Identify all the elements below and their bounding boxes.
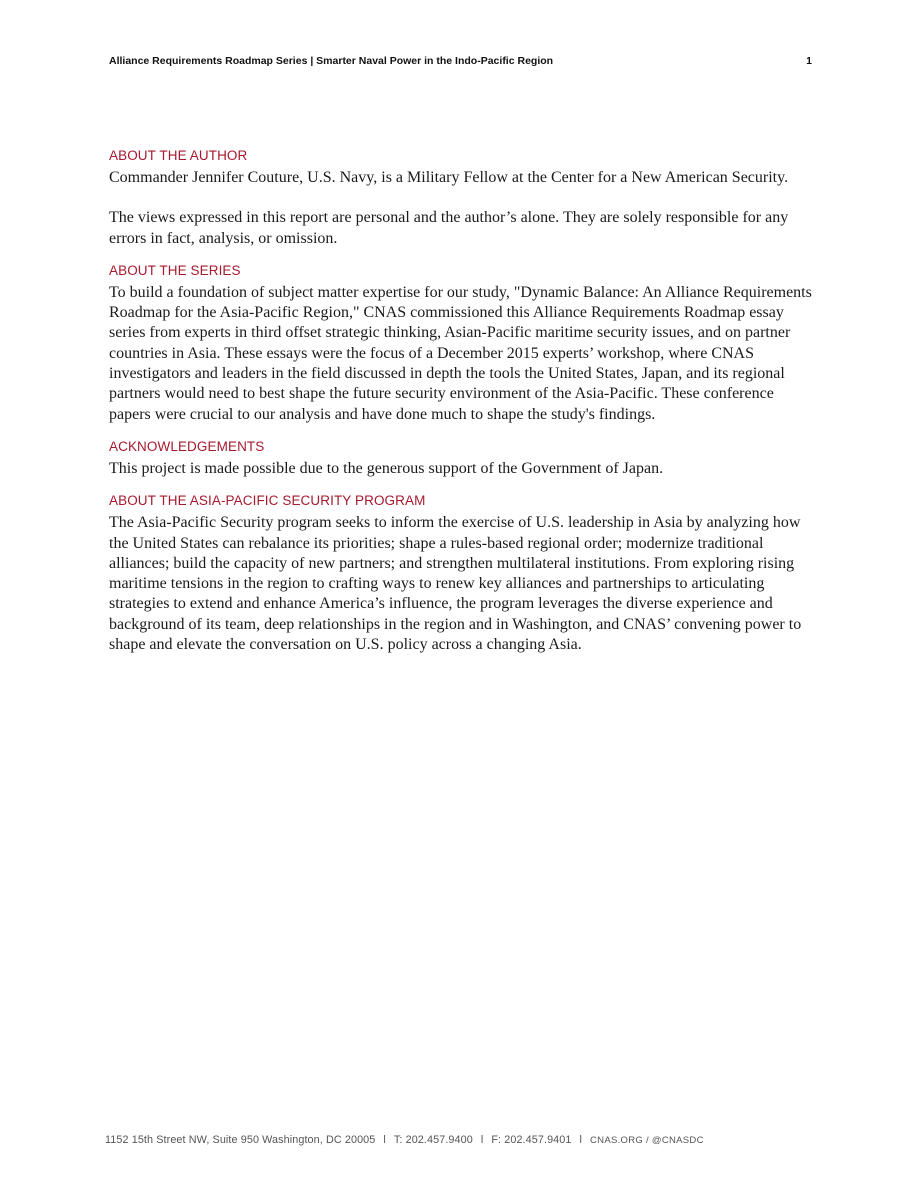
footer-separator: l xyxy=(383,1134,386,1146)
disclaimer: The views expressed in this report are personal and the author’s alone. They are solely responsible for any errors in fact, analysis, or omission. xyxy=(109,209,789,247)
section-heading: ABOUT THE SERIES xyxy=(109,262,241,278)
section-heading: ACKNOWLEDGEMENTS xyxy=(109,438,265,454)
section-heading: ABOUT THE AUTHOR xyxy=(109,148,248,163)
section-about-series xyxy=(109,263,819,425)
acknowledgement-text: This project is made possible due to the generous support of the Government of Japan. xyxy=(109,459,664,477)
page-header xyxy=(109,55,812,67)
section-about-author xyxy=(109,148,819,249)
page-number: 1 xyxy=(806,55,812,67)
section-heading: ABOUT THE ASIA-PACIFIC SECURITY PROGRAM xyxy=(109,493,426,509)
footer-fax: F: 202.457.9401 xyxy=(491,1134,572,1146)
series-description: To build a foundation of subject matter expertise for our study, "Dynamic Balance: An Alliance Requirements Roadmap for the Asia-Pacific Region," CNAS commissioned this Alliance Requirements Roadmap essay series from experts in third offset strategic thinking, Asian-Pacific maritime security issues, and on partner countries in Asia. These essays were the focus of a December 2015 experts’ workshop, where CNAS investigators and leaders in the field discussed in depth the tools the United States, Japan, and its regional partners would need to best shape the future security environment of the Asia-Pacific. These conference papers were crucial to our analysis and have done much to shape the study's findings. xyxy=(109,283,812,423)
footer-separator: l xyxy=(579,1134,582,1146)
section-asia-pacific-program xyxy=(109,493,819,655)
page-content xyxy=(109,148,819,669)
running-title: Alliance Requirements Roadmap Series | Smarter Naval Power in the Indo-Pacific Region xyxy=(109,55,554,67)
footer-separator: l xyxy=(480,1134,484,1146)
author-bio: Commander Jennifer Couture, U.S. Navy, is a Military Fellow at the Center for a New American Security. xyxy=(109,169,789,186)
section-acknowledgements xyxy=(109,439,819,479)
page-footer xyxy=(105,1134,704,1146)
program-description: The Asia-Pacific Security program seeks to inform the exercise of U.S. leadership in Asia by analyzing how the United States can rebalance its priorities; shape a rules-based regional order; modernize traditional alliances; build the capacity of new partners; and strengthen multilateral institutions. From exploring rising maritime tensions in the region to crafting ways to renew key alliances and partnerships to articulating strategies to extend and enhance America’s influence, the program leverages the diverse experience and background of its team, deep relationships in the region and in Washington, and CNAS’ convening power to shape and elevate the conversation on U.S. policy across a changing Asia. xyxy=(109,514,802,654)
footer-address: 1152 15th Street NW, Suite 950 Washington, DC 20005 xyxy=(105,1134,376,1146)
footer-website[interactable]: CNAS.ORG / @CNASDC xyxy=(590,1135,704,1146)
footer-phone: T: 202.457.9400 xyxy=(393,1134,473,1146)
